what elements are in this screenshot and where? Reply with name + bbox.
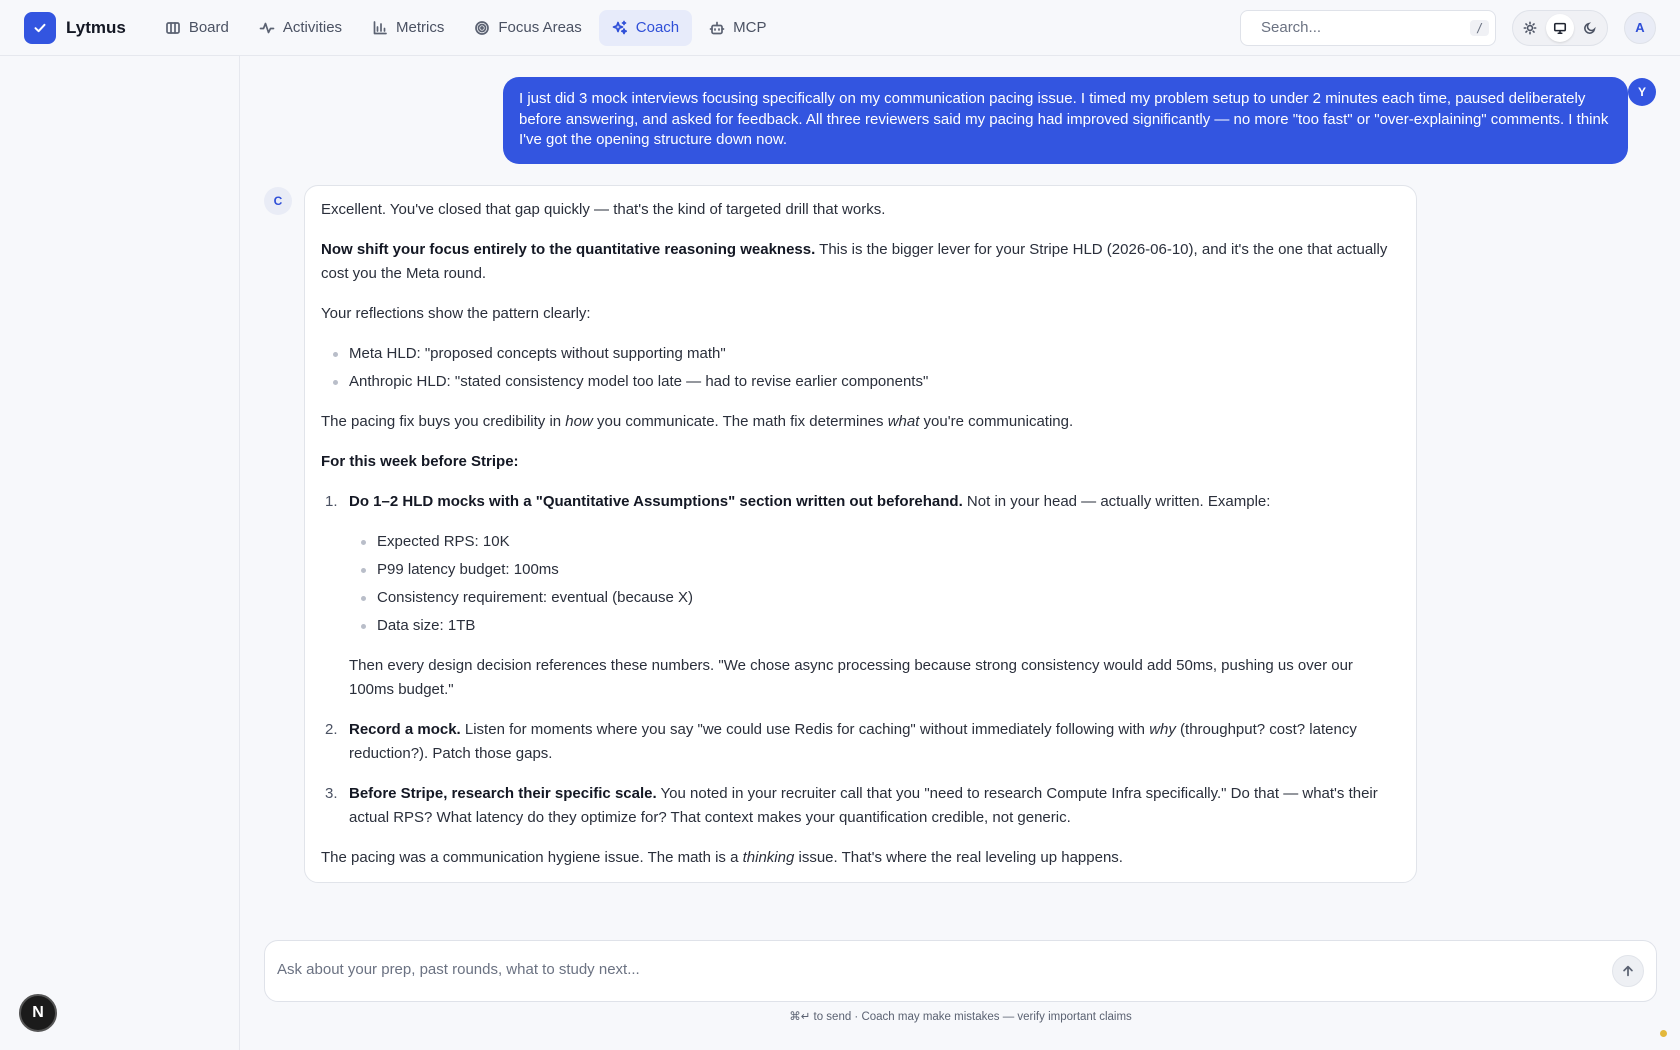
reply-emphasis: how: [565, 413, 593, 430]
search-box[interactable]: [1240, 10, 1496, 46]
reply-emphasis: thinking: [742, 849, 795, 866]
reply-paragraph: [321, 238, 1400, 286]
list-item: Data size: 1TB: [377, 614, 1400, 638]
reply-paragraph: [321, 450, 1400, 474]
dev-tools-badge[interactable]: N: [19, 994, 57, 1032]
reply-bold: Now shift your focus entirely to the quantitative reasoning weakness.: [321, 241, 816, 258]
reply-paragraph: Your reflections show the pattern clearly:: [321, 305, 591, 322]
nav-item-label: Activities: [282, 19, 343, 36]
brand[interactable]: [24, 12, 126, 44]
list-item: Anthropic HLD: "stated consistency model too late — had to revise earlier components": [349, 370, 1400, 394]
coach-avatar: C: [264, 187, 292, 215]
topbar-actions: [1240, 10, 1656, 46]
theme-light-button[interactable]: [1516, 14, 1544, 42]
board-icon: [165, 20, 181, 36]
reflections-list: [349, 342, 1400, 394]
reply-text: The pacing was a communication hygiene issue. The math is a: [321, 849, 743, 866]
nav-item-label: Metrics: [396, 19, 445, 36]
brand-name: Lytmus: [66, 17, 126, 37]
theme-toggle: [1512, 10, 1608, 46]
coach-message: [304, 185, 1417, 883]
activity-icon: [259, 20, 275, 36]
robot-icon: [709, 20, 725, 36]
reply-paragraph: Excellent. You've closed that gap quickly — that's the kind of targeted drill that works.: [321, 201, 886, 218]
steps-list: [321, 490, 1400, 830]
message-composer: [264, 940, 1657, 1002]
main-nav: [152, 10, 780, 46]
list-item: Consistency requirement: eventual (because X): [377, 586, 1400, 610]
status-dot: [1660, 1030, 1667, 1037]
monitor-icon: [1553, 21, 1567, 35]
user-message: [503, 77, 1628, 164]
search-shortcut: /: [1470, 20, 1489, 36]
nav-item-focus-areas[interactable]: [461, 10, 594, 46]
sun-icon: [1523, 21, 1537, 35]
step-number: 3.: [325, 785, 338, 802]
reply-paragraph: [321, 846, 1400, 870]
theme-system-button[interactable]: [1546, 14, 1574, 42]
search-input[interactable]: [1261, 19, 1460, 36]
reply-text: you communicate. The math fix determines: [592, 413, 888, 430]
reply-emphasis: what: [887, 413, 920, 430]
assumptions-list: [377, 530, 1400, 638]
nav-item-board[interactable]: [152, 10, 242, 46]
nav-item-label: Board: [188, 19, 229, 36]
step-item: [321, 490, 1400, 702]
reply-bold: Record a mock.: [349, 721, 461, 738]
nav-item-label: Focus Areas: [498, 19, 582, 36]
reply-paragraph: [321, 410, 1400, 434]
list-item: Expected RPS: 10K: [377, 530, 1400, 554]
step-number: 1.: [325, 493, 338, 510]
sidebar: [0, 56, 240, 1050]
user-message-bubble: I just did 3 mock interviews focusing specifically on my communication pacing issue. I timed my problem setup to under 2 minutes each time, paused deliberately before answering, and asked for feedback. All three reviewers said my pacing had improved significantly — no more "too fast" or "over-explaining" comments. I think I've got the opening structure down now.: [503, 77, 1628, 164]
moon-icon: [1583, 21, 1597, 35]
theme-dark-button[interactable]: [1576, 14, 1604, 42]
reply-bold: Before Stripe, research their specific scale.: [349, 785, 657, 802]
user-avatar[interactable]: A: [1624, 12, 1656, 44]
step-item: [321, 782, 1400, 830]
nav-item-label: MCP: [733, 19, 767, 36]
reply-text: you're communicating.: [919, 413, 1074, 430]
reply-paragraph: Then every design decision references these numbers. "We chose async processing because strong consistency would add 50ms, pushing us over our 100ms budget.": [349, 657, 1353, 698]
nav-item-metrics[interactable]: [359, 10, 457, 46]
composer-footnote: ⌘↵ to send · Coach may make mistakes — verify important claims: [789, 1011, 1132, 1023]
nav-item-mcp[interactable]: [696, 10, 779, 46]
arrow-up-icon: [1621, 964, 1635, 978]
reply-emphasis: why: [1149, 721, 1176, 738]
list-item: P99 latency budget: 100ms: [377, 558, 1400, 582]
step-item: [321, 718, 1400, 766]
reply-text: Listen for moments where you say "we could use Redis for caching" without immediately following with: [460, 721, 1150, 738]
reply-text: This is the bigger lever for your Stripe HLD (2026-06-10), and it's the one that actually cost you the Meta round.: [321, 241, 1388, 282]
check-logo-icon: [24, 12, 56, 44]
target-icon: [474, 20, 490, 36]
reply-text: issue. That's where the real leveling up happens.: [794, 849, 1123, 866]
reply-text: Not in your head — actually written. Example:: [962, 493, 1271, 510]
sparkles-icon: [612, 20, 628, 36]
reply-text: The pacing fix buys you credibility in: [321, 413, 566, 430]
nav-item-label: Coach: [635, 19, 680, 36]
bar-chart-icon: [372, 20, 388, 36]
step-number: 2.: [325, 721, 338, 738]
week-heading: For this week before Stripe:: [321, 453, 519, 470]
send-button[interactable]: [1612, 955, 1644, 987]
reply-text: You noted in your recruiter call that you "need to research Compute Infra specifically." Do that — what's their actual RPS? What latency do they optimize for? That context makes your quantification credible, not generic.: [349, 785, 1378, 826]
user-message-avatar: Y: [1628, 78, 1656, 106]
message-input[interactable]: [277, 959, 1612, 983]
list-item: Meta HLD: "proposed concepts without supporting math": [349, 342, 1400, 366]
top-bar: [0, 0, 1680, 56]
nav-item-coach[interactable]: [599, 10, 692, 46]
chat-area: [240, 56, 1680, 1050]
reply-text: (throughput? cost? latency reduction?). Patch those gaps.: [349, 721, 1357, 762]
nav-item-activities[interactable]: [246, 10, 355, 46]
reply-bold: Do 1–2 HLD mocks with a "Quantitative Assumptions" section written out beforehand.: [349, 493, 963, 510]
